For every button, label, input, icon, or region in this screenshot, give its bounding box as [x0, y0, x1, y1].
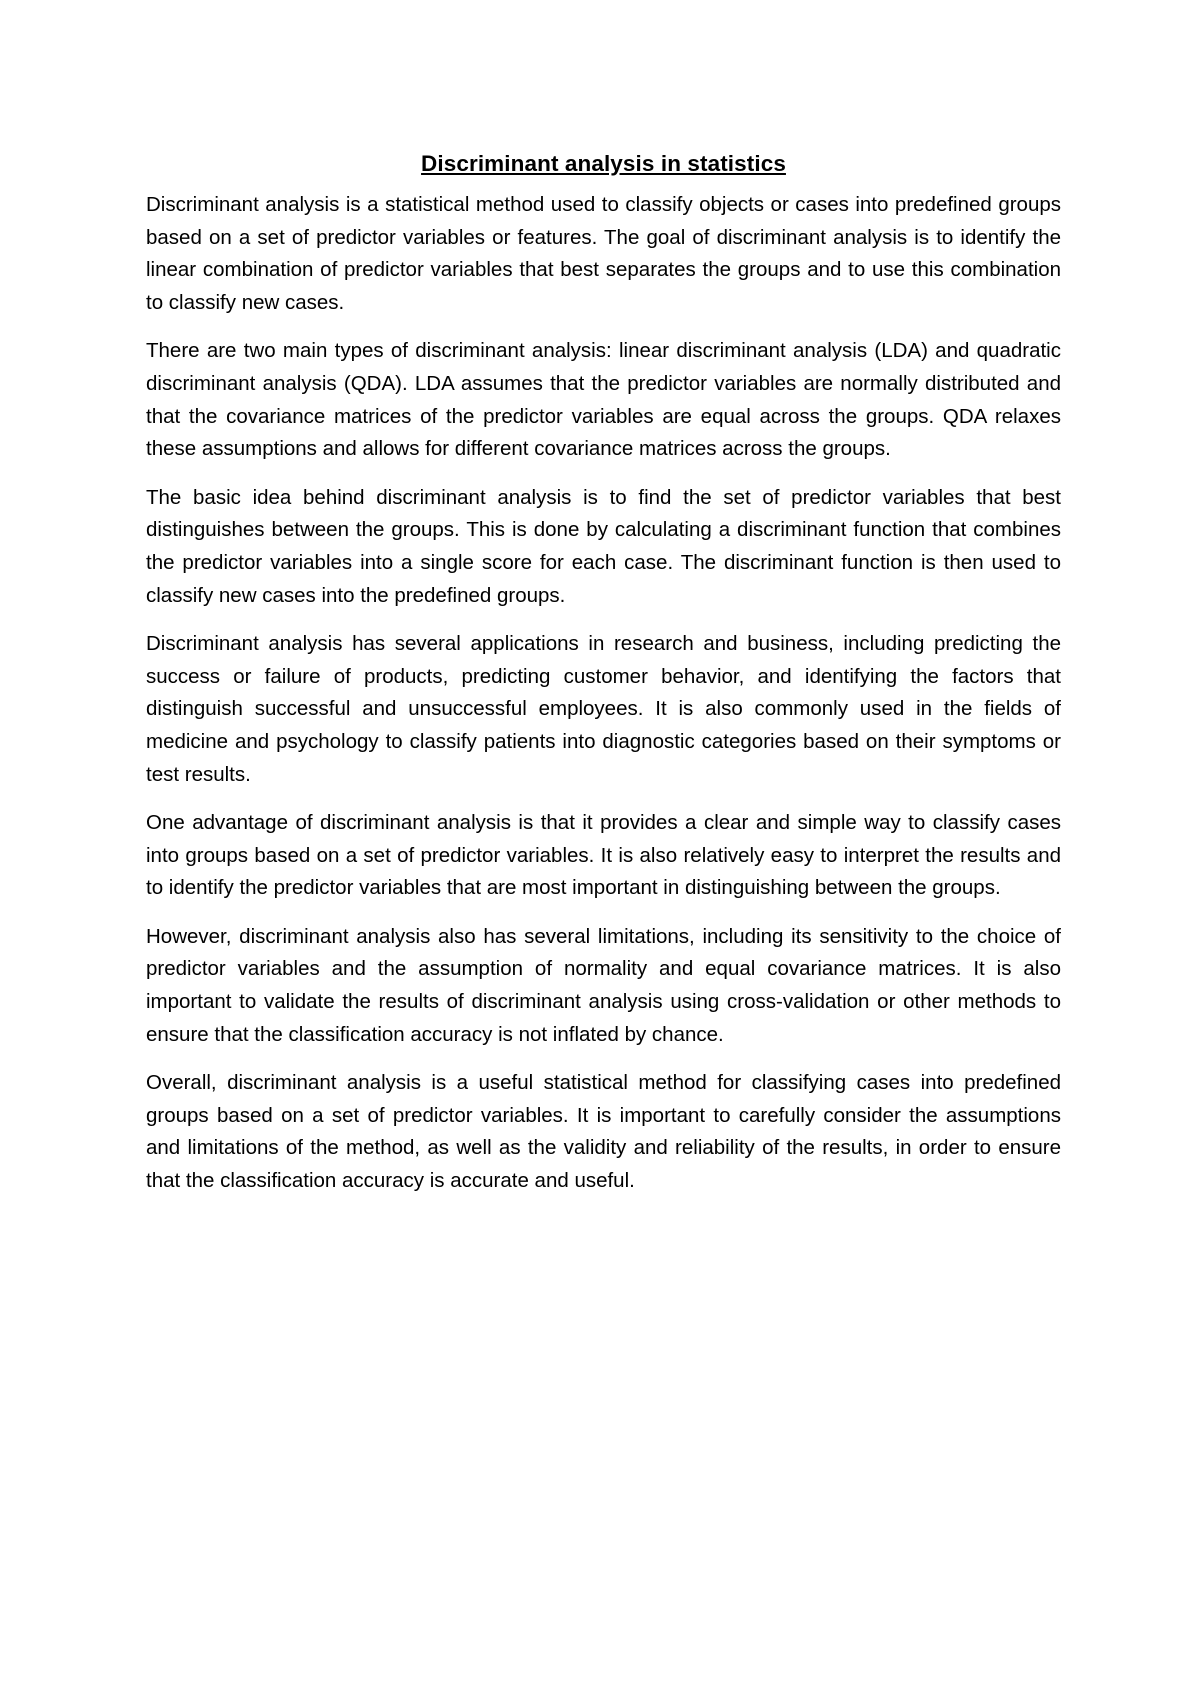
paragraph-applications: Discriminant analysis has several applications in research and business, including predicting the success or failure of products, predicting customer behavior, and identifying the factors that distinguish successful and unsuccessful employees. It is also commonly used in the fields of medicine and psychology to classify patients into diagnostic categories based on their symptoms or test results. — [146, 632, 1061, 786]
paragraph-conclusion: Overall, discriminant analysis is a useful statistical method for classifying cases into predefined groups based on a set of predictor variables. It is important to carefully consider the assumptions and limitations of the method, as well as the validity and reliability of the results, in order to ensure that the classification accuracy is accurate and useful. — [146, 1071, 1061, 1193]
paragraph-types: There are two main types of discriminant analysis: linear discriminant analysis (LDA) and quadratic discriminant analysis (QDA). LDA assumes that the predictor variables are normally distributed and that the covariance matrices of the predictor variables are equal across the groups. QDA relaxes these assumptions and allows for different covariance matrices across the groups. — [146, 339, 1061, 461]
paragraph-limitations: However, discriminant analysis also has several limitations, including its sensitivity to the choice of predictor variables and the assumption of normality and equal covariance matrices. It is also important to validate the results of discriminant analysis using cross-validation or other methods to ensure that the classification accuracy is not inflated by chance. — [146, 924, 1061, 1046]
paragraph-advantages: One advantage of discriminant analysis is that it provides a clear and simple way to classify cases into groups based on a set of predictor variables. It is also relatively easy to interpret the results and to identify the predictor variables that are most important in distinguishing between the groups. — [146, 811, 1061, 900]
paragraph-basic-idea: The basic idea behind discriminant analysis is to find the set of predictor variables that best distinguishes between the groups. This is done by calculating a discriminant function that combines the predictor variables into a single score for each case. The discriminant function is then used to classify new cases into the predefined groups. — [146, 485, 1061, 607]
paragraph-intro: Discriminant analysis is a statistical method used to classify objects or cases into predefined groups based on a set of predictor variables or features. The goal of discriminant analysis is to identify the linear combination of predictor variables that best separates the groups and to use this combination to classify new cases. — [146, 193, 1061, 314]
document-body — [146, 148, 1061, 1214]
document-title: Discriminant analysis in statistics — [421, 151, 786, 176]
